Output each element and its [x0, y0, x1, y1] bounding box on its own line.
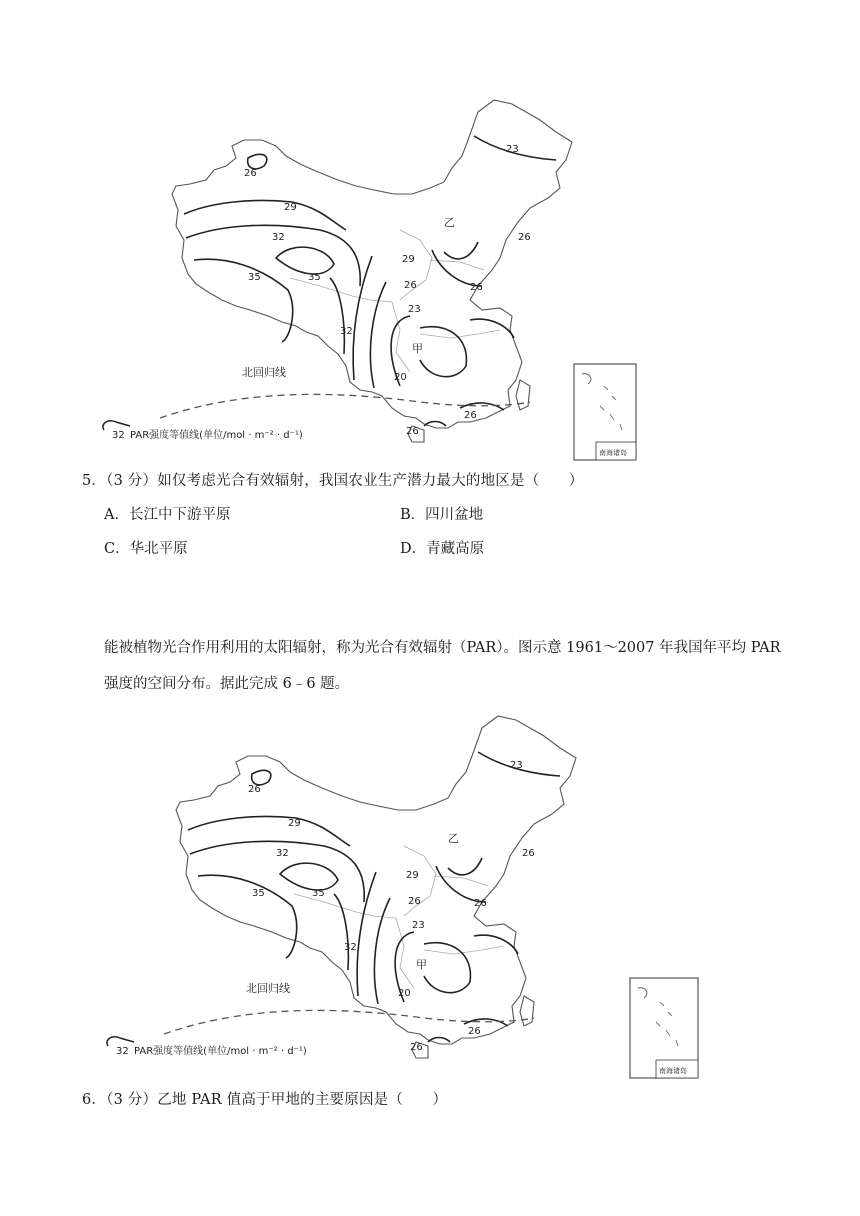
place-label-yi: 乙 — [448, 832, 459, 845]
map-legend — [107, 1037, 307, 1057]
map-legend — [103, 421, 303, 441]
contour-label: 26 — [470, 282, 483, 293]
tropic-label: 北回归线 — [242, 366, 286, 379]
contour-label: 26 — [406, 426, 419, 437]
legend-text: PAR强度等值线(单位/mol · m⁻² · d⁻¹) — [130, 430, 303, 441]
contour-label: 26 — [464, 410, 477, 421]
contour-label: 26 — [518, 232, 531, 243]
contour-label: 29 — [406, 870, 419, 881]
contour-label: 26 — [522, 848, 535, 859]
par-map-figure-1 — [0, 90, 860, 457]
contour-label: 26 — [474, 898, 487, 909]
contour-label: 29 — [402, 254, 415, 265]
contour-label: 26 — [404, 280, 417, 291]
q5-option-c[interactable]: C．华北平原 — [104, 541, 188, 557]
q5-option-a[interactable]: A．长江中下游平原 — [104, 507, 231, 523]
china-par-map — [0, 90, 860, 457]
q5-option-d[interactable]: D．青藏高原 — [400, 541, 485, 557]
contour-label: 20 — [394, 372, 407, 383]
contour-label: 23 — [412, 920, 425, 931]
place-label-yi: 乙 — [444, 216, 455, 229]
contour-label: 26 — [408, 896, 421, 907]
q5-option-b[interactable]: B．四川盆地 — [400, 507, 484, 523]
place-label-jia: 甲 — [412, 342, 423, 355]
intro-line-1: 能被植物光合作用利用的太阳辐射，称为光合有效辐射（PAR）。图示意 1961～2007 年我国年平均 PAR — [104, 640, 781, 656]
question-5-stem: 5．（3 分）如仅考虑光合有效辐射，我国农业生产潜力最大的地区是（ ） — [82, 473, 584, 489]
contour-label: 26 — [248, 784, 261, 795]
inset-label: 南海诸岛 — [659, 1067, 687, 1075]
legend-value: 32 — [116, 1046, 129, 1057]
contour-label: 32 — [276, 848, 289, 859]
contour-label: 32 — [344, 942, 357, 953]
contour-label: 35 — [252, 888, 265, 899]
contour-label: 29 — [288, 818, 301, 829]
intro-line-2: 强度的空间分布。据此完成 6﹣6 题。 — [104, 676, 350, 692]
contour-label: 35 — [312, 888, 325, 899]
contour-label: 26 — [468, 1026, 481, 1037]
place-label-jia: 甲 — [416, 958, 427, 971]
contour-lines — [188, 752, 560, 1042]
inset-label: 南海诸岛 — [599, 449, 627, 457]
question-6-stem: 6．（3 分）乙地 PAR 值高于甲地的主要原因是（ ） — [82, 1092, 448, 1108]
contour-lines — [184, 136, 556, 426]
contour-label: 29 — [284, 202, 297, 213]
legend-value: 32 — [112, 430, 125, 441]
contour-value-labels — [248, 760, 535, 1053]
contour-label: 26 — [244, 168, 257, 179]
south-china-sea-inset — [630, 978, 698, 1078]
par-map-figure-2 — [0, 700, 860, 1080]
contour-value-labels — [244, 144, 531, 437]
contour-label: 23 — [510, 760, 523, 771]
contour-label: 32 — [272, 232, 285, 243]
contour-label: 35 — [248, 272, 261, 283]
contour-label: 35 — [308, 272, 321, 283]
contour-label: 26 — [410, 1042, 423, 1053]
contour-label: 32 — [340, 326, 353, 337]
tropic-label: 北回归线 — [246, 982, 290, 995]
south-china-sea-inset — [574, 364, 636, 460]
legend-text: PAR强度等值线(单位/mol · m⁻² · d⁻¹) — [134, 1046, 307, 1057]
china-par-map — [0, 700, 860, 1080]
contour-label: 23 — [506, 144, 519, 155]
contour-label: 23 — [408, 304, 421, 315]
contour-label: 20 — [398, 988, 411, 999]
